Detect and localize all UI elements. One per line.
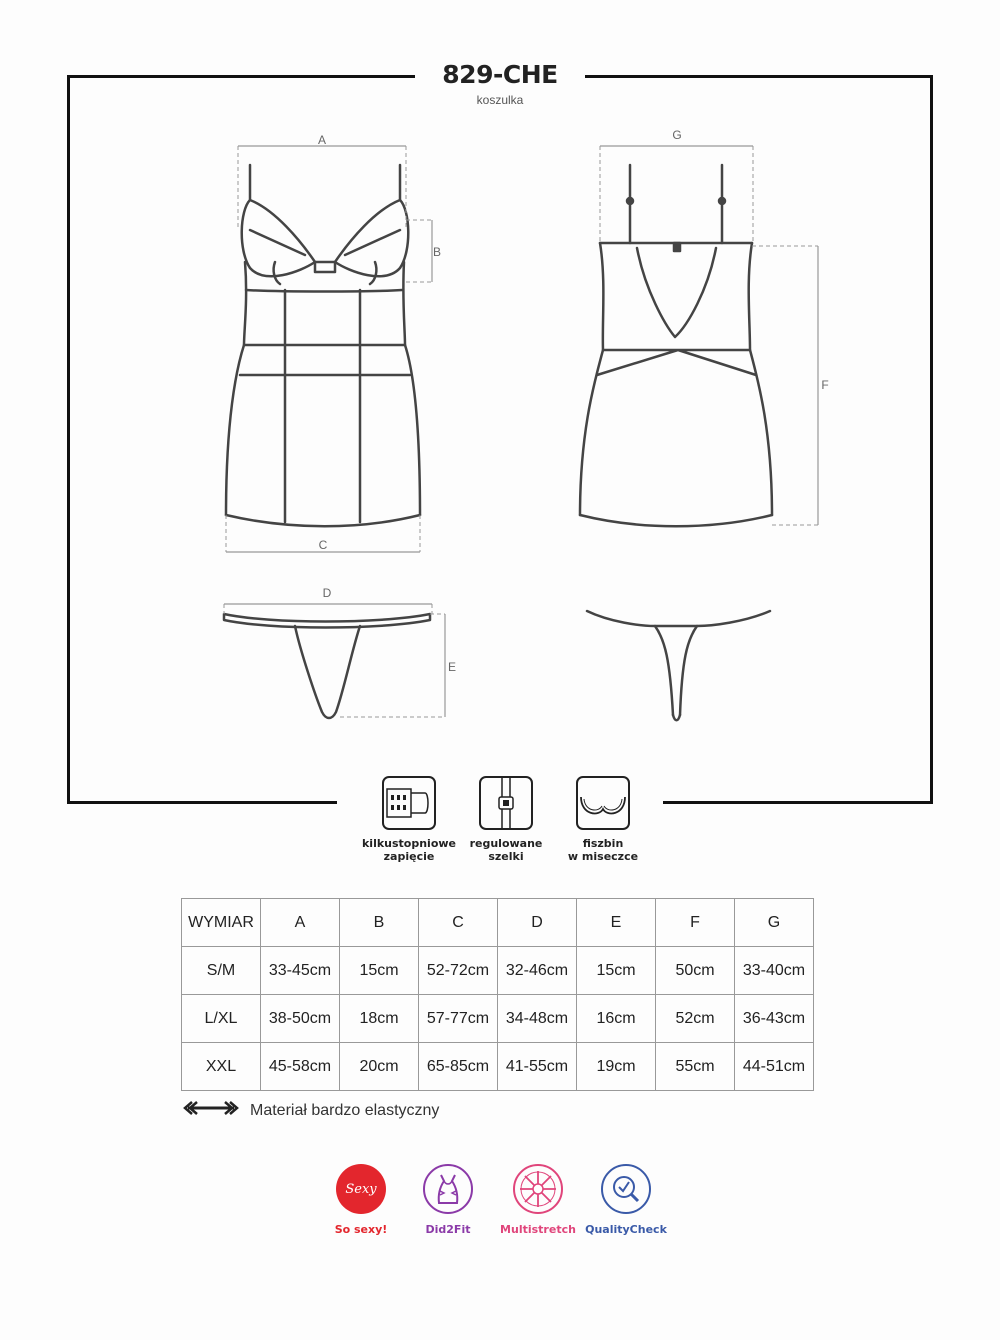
table-header: C [419, 899, 498, 947]
table-cell: S/M [182, 947, 261, 995]
table-cell: 32-46cm [498, 947, 577, 995]
table-cell: 57-77cm [419, 995, 498, 1043]
badge-label: Did2Fit [425, 1223, 471, 1236]
feature-label: regulowane szelki [469, 837, 543, 863]
dim-label-a: A [317, 133, 327, 147]
chemise-back-drawing [580, 165, 772, 526]
dim-label-c: C [318, 538, 328, 552]
table-cell: 38-50cm [261, 995, 340, 1043]
table-cell: 16cm [577, 995, 656, 1043]
table-cell: 18cm [340, 995, 419, 1043]
adjustable-straps-icon [478, 775, 534, 831]
dress-fit-icon [422, 1163, 474, 1215]
thong-front-drawing [224, 614, 430, 718]
table-cell: 34-48cm [498, 995, 577, 1043]
table-header: D [498, 899, 577, 947]
table-cell: 45-58cm [261, 1043, 340, 1091]
table-header: E [577, 899, 656, 947]
table-cell: 55cm [656, 1043, 735, 1091]
multistretch-icon [512, 1163, 564, 1215]
table-cell: 52cm [656, 995, 735, 1043]
dim-label-b: B [432, 245, 442, 259]
size-table [181, 898, 814, 1091]
dim-label-f: F [821, 378, 829, 392]
stretch-arrows-icon [182, 1100, 240, 1121]
table-cell: 36-43cm [735, 995, 814, 1043]
table-cell: 65-85cm [419, 1043, 498, 1091]
table-cell: 33-45cm [261, 947, 340, 995]
table-cell: 19cm [577, 1043, 656, 1091]
thong-back-drawing [587, 611, 770, 720]
product-code: 829-CHE [442, 60, 558, 89]
elastic-note-text: Materiał bardzo elastyczny [250, 1101, 440, 1119]
product-type: koszulka [476, 93, 524, 107]
sexy-icon-text: Sexy [345, 1182, 377, 1197]
table-cell: 52-72cm [419, 947, 498, 995]
table-header: G [735, 899, 814, 947]
dim-label-g: G [672, 128, 682, 142]
feature-label: kilkustopniowe zapięcie [361, 837, 457, 863]
table-header: F [656, 899, 735, 947]
table-cell: 20cm [340, 1043, 419, 1091]
table-row [182, 995, 814, 1043]
badge-quality-check [571, 1163, 681, 1236]
badge-label: QualityCheck [585, 1223, 667, 1236]
quality-check-icon [600, 1163, 652, 1215]
feature-label: fiszbin w miseczce [567, 837, 639, 863]
frame-bottom-left [67, 801, 337, 804]
badge-label: Multistretch [500, 1223, 576, 1236]
underwire-cup-icon [575, 775, 631, 831]
table-row [182, 947, 814, 995]
table-header: B [340, 899, 419, 947]
table-header: WYMIAR [182, 899, 261, 947]
table-header-row [182, 899, 814, 947]
chemise-front-drawing [226, 165, 420, 526]
dim-label-e: E [447, 660, 457, 674]
feature-underwire [543, 775, 663, 863]
table-cell: 15cm [340, 947, 419, 995]
table-cell: 50cm [656, 947, 735, 995]
table-row [182, 1043, 814, 1091]
table-cell: XXL [182, 1043, 261, 1091]
table-cell: 33-40cm [735, 947, 814, 995]
dim-label-d: D [322, 586, 332, 600]
table-cell: 15cm [577, 947, 656, 995]
table-cell: L/XL [182, 995, 261, 1043]
multi-hook-closure-icon [381, 775, 437, 831]
sexy-icon [335, 1163, 387, 1215]
table-cell: 44-51cm [735, 1043, 814, 1091]
frame-bottom-right [663, 801, 933, 804]
table-header: A [261, 899, 340, 947]
elastic-note [182, 1100, 439, 1121]
badge-label: So sexy! [334, 1223, 388, 1236]
table-cell: 41-55cm [498, 1043, 577, 1091]
